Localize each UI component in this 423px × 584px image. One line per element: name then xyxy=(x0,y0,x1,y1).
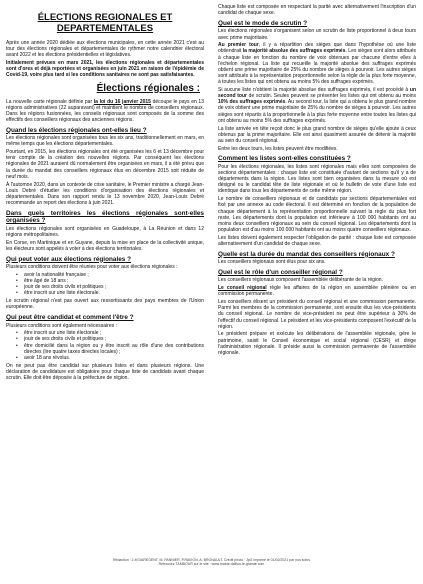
mode-paragraph-1: Les élections régionales s'organisent selon un scrutin de liste proportionnel à deux tours avec prime majoritaire. xyxy=(218,28,416,41)
role-paragraph-4: Le président prépare et exécute les délibérations de l'assemblée régionale, gère le patrimoine, saisit le Conseil économique et social régional (CESR) et dirige l'administration régionale. Il préside aussi la commission permanente de l'assemblée régionale. xyxy=(218,331,416,356)
role-paragraph-1: Les conseillers régionaux composent l'assemblée délibérante de la région. xyxy=(218,277,383,284)
heading-where: Dans quels territoires les élections régionales sont-elles organisées ? xyxy=(6,209,204,225)
mode-paragraph-4: La liste arrivée en tête reçoit donc le plus grand nombre de sièges qu'elle ajoute à ceux obtenus par la prime majoritaire. Elle est ainsi quasiment assurée de détenir la majorité au sein du conseil régional. xyxy=(218,125,416,144)
who-paragraph-1: Plusieurs conditions doivent être réunies pour voter aux élections régionales : xyxy=(6,264,178,271)
when-paragraph-1: Les élections régionales sont organisées tous les six ans, traditionnellement en mars, en même temps que les élections départementales. xyxy=(6,135,204,148)
left-column xyxy=(6,6,204,383)
law-reference: la loi du 16 janvier 2015 xyxy=(93,98,151,105)
where-paragraph-1: Les élections régionales sont organisées en Guadeloupe, à La Réunion et dans 12 régions métropolitaines. xyxy=(6,225,204,238)
list-item: • jouir de ses droits civils et politiques ; xyxy=(24,336,204,342)
heading-when: Quand les élections régionales ont-elles lieu ? xyxy=(6,126,147,134)
section-title: Élections régionales : xyxy=(96,82,200,94)
voter-conditions-list xyxy=(6,272,204,297)
role-paragraph-2: Le conseil régional règle les affaires de la région en assemblée plénière ou en commission permanente. xyxy=(218,285,417,298)
when-paragraph-2: Pourtant, en 2015, les élections régionales ont été organisées les 6 et 13 décembre pour tenir compte de la création des nouvelles régions. Par conséquent les élections régionales de 2021 auraient dû normalement être organisées en mars, il a été prévu que la durée du mandat des conseillers régionaux élus en décembre 2015 soit réduite de neuf mois. xyxy=(6,149,204,180)
lists-paragraph-3: Les listes doivent également respecter l'obligation de parité : chaque liste est composée alternativement d'un candidat de chaque sexe. xyxy=(218,234,416,247)
list-item: • être inscrit sur une liste électorale. xyxy=(24,290,204,296)
law-paragraph: La nouvelle carte régionale définie par la loi du 16 janvier 2015 découpe le pays en 13 régions administratives (22 auparavant) et maintient le nombre de conseillers régionaux. Dans les régions fusionnées, les conseils régionaux sont composés de la somme des effectifs des conseillers régionaux des anciennes régions. xyxy=(6,98,204,123)
lists-paragraph-2: Le nombre de conseillers régionaux et de candidats par sections départementales est fixé par une annexe au code électoral. Il est déterminé en fonction de la population de chaque département à la représentation proportionnelle suivant la règle du plus fort reste. Les départements dont la population est inférieure à 100 000 habitants ont au moins deux conseillers régionaux au sein du conseil régional. Les départements dont la population est d'au moins 100 000 habitants ont au moins quatre conseillers régionaux. xyxy=(218,196,416,233)
candidate-paragraph-1: Plusieurs conditions sont également nécessaires : xyxy=(6,322,117,329)
heading-duration: Quelle est la durée du mandat des conseillers régionaux ? xyxy=(218,250,395,258)
duration-paragraph: Les conseillers régionaux sont élus pour six ans. xyxy=(218,259,326,266)
heading-candidate: Qui peut être candidat et comment l'être ? xyxy=(6,313,134,321)
list-item: • jouir de ses droits civils et politiques ; xyxy=(24,284,204,290)
footer-line-website: Retrouvez TAMBOUR sur le site : www.mairie-daillon-le-grande.com xyxy=(158,562,265,567)
intro-paragraph: Après une année 2020 dédiée aux élections municipales, en cette année 2021 c'est au tour des élections régionales et départementales de rythmer notre calendrier électoral avant 2022 et les élections présidentielles et législatives. xyxy=(6,40,204,59)
page-title: ÉLECTIONS REGIONALES ET DEPARTEMENTALES xyxy=(37,12,173,34)
heading-who: Qui peut voter aux élections régionales ? xyxy=(6,255,132,263)
heading-role: Quel est le rôle d'un conseiller régional ? xyxy=(218,268,343,276)
list-item: • avoir la nationalité française ; xyxy=(24,272,204,278)
right-column xyxy=(218,4,416,358)
candidate-conditions-list xyxy=(6,330,204,361)
heading-lists: Comment les listes sont-elles constituées ? xyxy=(218,155,351,163)
role-paragraph-3: Les conseillers élisent un président du conseil régional et une commission permanente. Parmi les membres de la commission permanente, sont ensuite élus les vice-présidents du conseil régional. Le nombre de vice-président ne peut être supérieur à 30% de l'effectif du conseil régional. Le président et les vice-présidents composent l'exécutif de la région. xyxy=(218,299,416,330)
when-paragraph-3: À l'automne 2020, dans un contexte de crise sanitaire, le Premier ministre a chargé Jean-Louis Debré d'étudier les conditions d'organisation des élections régionales et départementales. Dans son rapport rendu le 13 novembre 2020, Jean-Louis Debré recommande un report des élections à juin 2021. xyxy=(6,181,205,206)
heading-mode: Quel est le mode de scrutin ? xyxy=(218,19,308,27)
footer-credits xyxy=(0,558,423,567)
where-paragraph-2: En Corse, en Martinique et en Guyane, depuis la mise en place de la collectivité unique, les électeurs sont appelés à voter à des élections territoriales. xyxy=(6,239,204,252)
footer-line-credits: Rédaction : J-M DAREGENT, M. PANNIER, P.RAVION, A. BRONAULT. Crédit photo : JpG Imprimé le 01/02/2021 par nos soins xyxy=(113,558,310,562)
parity-paragraph: Chaque liste est composée en respectant la parité avec alternativement l'inscription d'un candidat de chaque sexe. xyxy=(218,4,416,17)
candidate-paragraph-2: On ne peut pas être candidat sur plusieurs listes et dans plusieurs régions. Une déclaration de candidature est obligatoire pour chaque liste de candidats avant chaque scrutin. Elle doit être déposée à la préfecture de région. xyxy=(6,362,204,381)
list-item: • être domicilié dans la région ou y être inscrit au rôle d'une des contributions directes (lire quatre taxes directes locales) ; xyxy=(24,343,204,355)
intro-bold-paragraph: Initialement prévues en mars 2021, les élections régionales et départementales sont d'ores et déjà reportées et organisées en juin 2021 en raison de l'épidémie de Covid-19, voire plus tard si les conditions sanitaires ne sont pas satisfaisantes. xyxy=(6,60,204,79)
list-item: • avoir 18 ans révolus. xyxy=(24,355,204,361)
list-item: • être âgé de 18 ans ; xyxy=(24,278,204,284)
mode-paragraph-5: Entre les deux tours, les listes peuvent être modifiées. xyxy=(218,145,338,152)
who-paragraph-2: Le scrutin régional n'est pas ouvert aux ressortissants des pays membres de l'Union européenne. xyxy=(6,298,204,311)
lists-paragraph-1: Pour les élections régionales, les listes sont régionales mais elles sont composées de sections départementales : chaque liste est constituée d'autant de sections qu'il y a de départements dans la région. Les listes sont bien organisées dans la mesure où est désigné ou le candidat tête de liste régionale et où le bulletin de vote d'une liste est identique dans tous les départements de cette même région. xyxy=(218,163,416,195)
mode-paragraph-2: Au premier tour, il y a répartition des sièges que dans l'hypothèse où une liste obtiendrait la majorité absolue des suffrages exprimés. Les sièges sont alors attribués à chaque liste en fonction du nombre de voix obtenues par chacune d'entre elles à l'échelon régional. La liste qui recueille la majorité absolue des suffrages exprimés obtient une prime majoritaire de 25% du nombre de sièges à pourvoir. Les autres sièges sont attribués à la représentation proportionnelle selon la règle de la plus forte moyenne, à toutes les listes qui ont obtenu au moins 5% des suffrages exprimés. xyxy=(218,42,416,86)
list-item: • être inscrit sur une liste électorale ; xyxy=(24,330,204,336)
mode-paragraph-3: Si aucune liste n'obtient la majorité absolue des suffrages exprimés, il est procédé à un second tour de scrutin. Seules peuvent se présenter les listes qui ont obtenu au moins 10% des suffrages exprimés. Au second tour, la liste qui a obtenu le plus grand nombre de voix obtient une prime majoritaire de 25% du nombre de sièges à pourvoir. Les autres sièges sont répartis à la proportionnelle à la plus forte moyenne entre toutes les listes qui ont obtenu au moins 5% des suffrages exprimés. xyxy=(218,87,416,124)
